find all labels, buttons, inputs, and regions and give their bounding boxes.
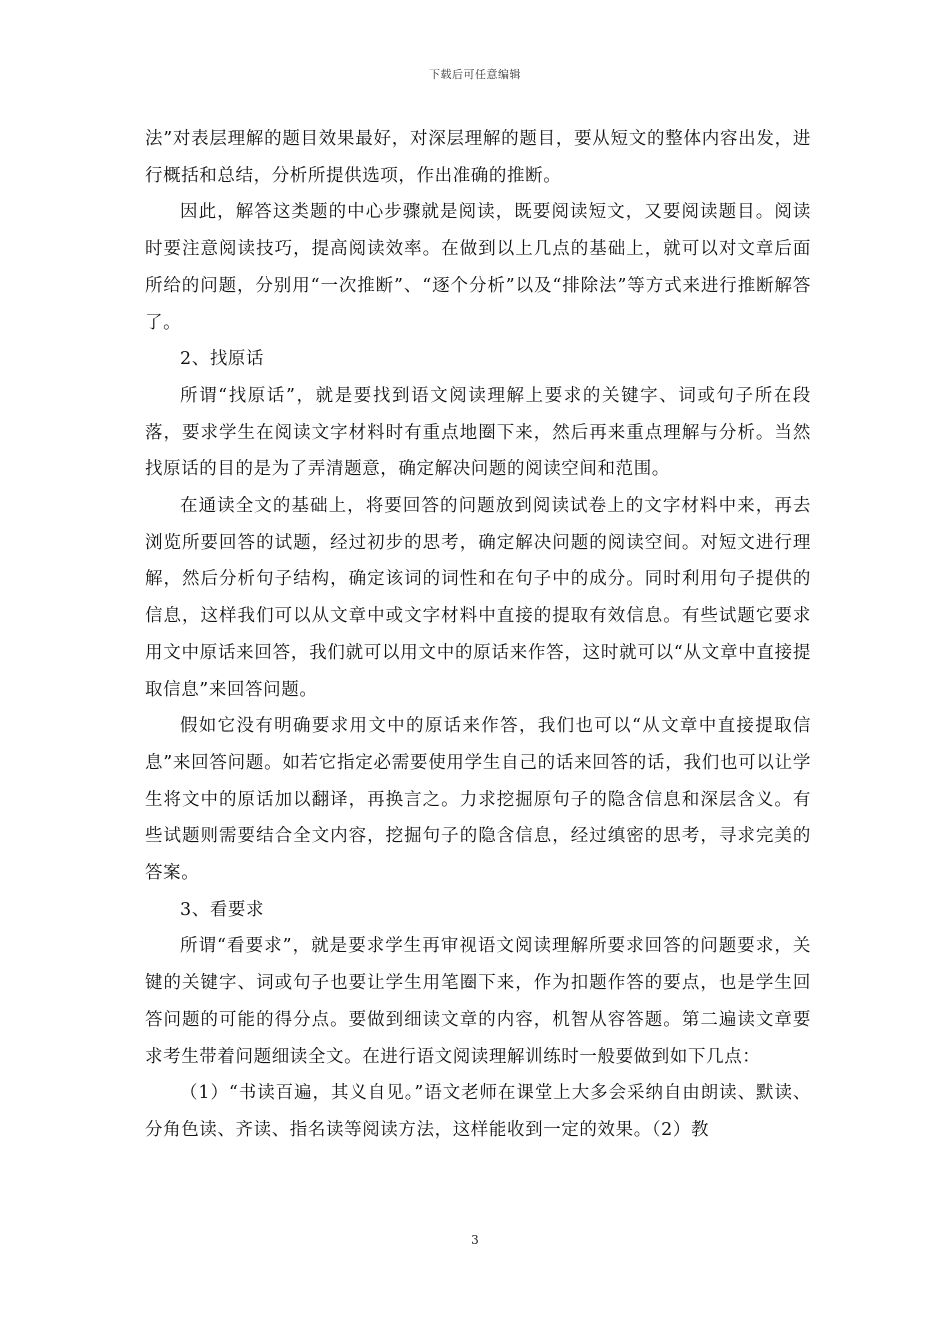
paragraph-continuation: 法”对表层理解的题目效果最好，对深层理解的题目，要从短文的整体内容出发，进行概括和总结，分析所提供选项，作出准确的推断。 [145, 129, 811, 186]
paragraph: （1）“书读百遍，其义自见。”语文老师在课堂上大多会采纳自由朗读、默读、分角色读、齐读、指名读等阅读方法，这样能收到一定的效果。（2）教 [145, 1083, 811, 1140]
paragraph: 在通读全文的基础上，将要回答的问题放到阅读试卷上的文字材料中来，再去浏览所要回答的试题，经过初步的思考，确定解决问题的阅读空间。对短文进行理解，然后分析句子结构，确定该词的词性和在句子中的成分。同时利用句子提供的信息，这样我们可以从文章中或文字材料中直接的提取有效信息。有些试题它要求用文中原话来回答，我们就可以用文中的原话来作答，这时就可以“从文章中直接提取信息”来回答问题。 [145, 496, 811, 700]
document-body [145, 121, 811, 1149]
section-heading-read-requirements: 3、看要求 [180, 899, 265, 920]
paragraph: 所谓“看要求”，就是要求学生再审视语文阅读理解所要求回答的问题要求，关键的关键字、词或句子也要让学生用笔圈下来，作为扣题作答的要点，也是学生回答问题的可能的得分点。要做到细读文章的内容，机智从容答题。第二遍读文章要求考生带着问题细读全文。在进行语文阅读理解训练时一般要做到如下几点： [145, 936, 811, 1067]
paragraph: 假如它没有明确要求用文中的原话来作答，我们也可以“从文章中直接提取信息”来回答问题。如若它指定必需要使用学生自己的话来回答的话，我们也可以让学生将文中的原话加以翻译，再换言之。力求挖掘原句子的隐含信息和深层含义。有些试题则需要结合全文内容，挖掘句子的隐含信息，经过缜密的思考，寻求完美的答案。 [145, 716, 811, 884]
section-heading-find-original: 2、找原话 [180, 349, 265, 370]
paragraph: 所谓“找原话”，就是要找到语文阅读理解上要求的关键字、词或句子所在段落，要求学生在阅读文字材料时有重点地圈下来，然后再来重点理解与分析。当然找原话的目的是为了弄清题意，确定解决问题的阅读空间和范围。 [145, 385, 811, 480]
page-header: 下载后可任意编辑 [429, 68, 521, 81]
page-number: 3 [471, 1233, 479, 1247]
paragraph: 因此，解答这类题的中心步骤就是阅读，既要阅读短文，又要阅读题目。阅读时要注意阅读技巧，提高阅读效率。在做到以上几点的基础上，就可以对文章后面所给的问题，分别用“一次推断”、“逐个分析”以及“排除法”等方式来进行推断解答了。 [145, 202, 811, 333]
